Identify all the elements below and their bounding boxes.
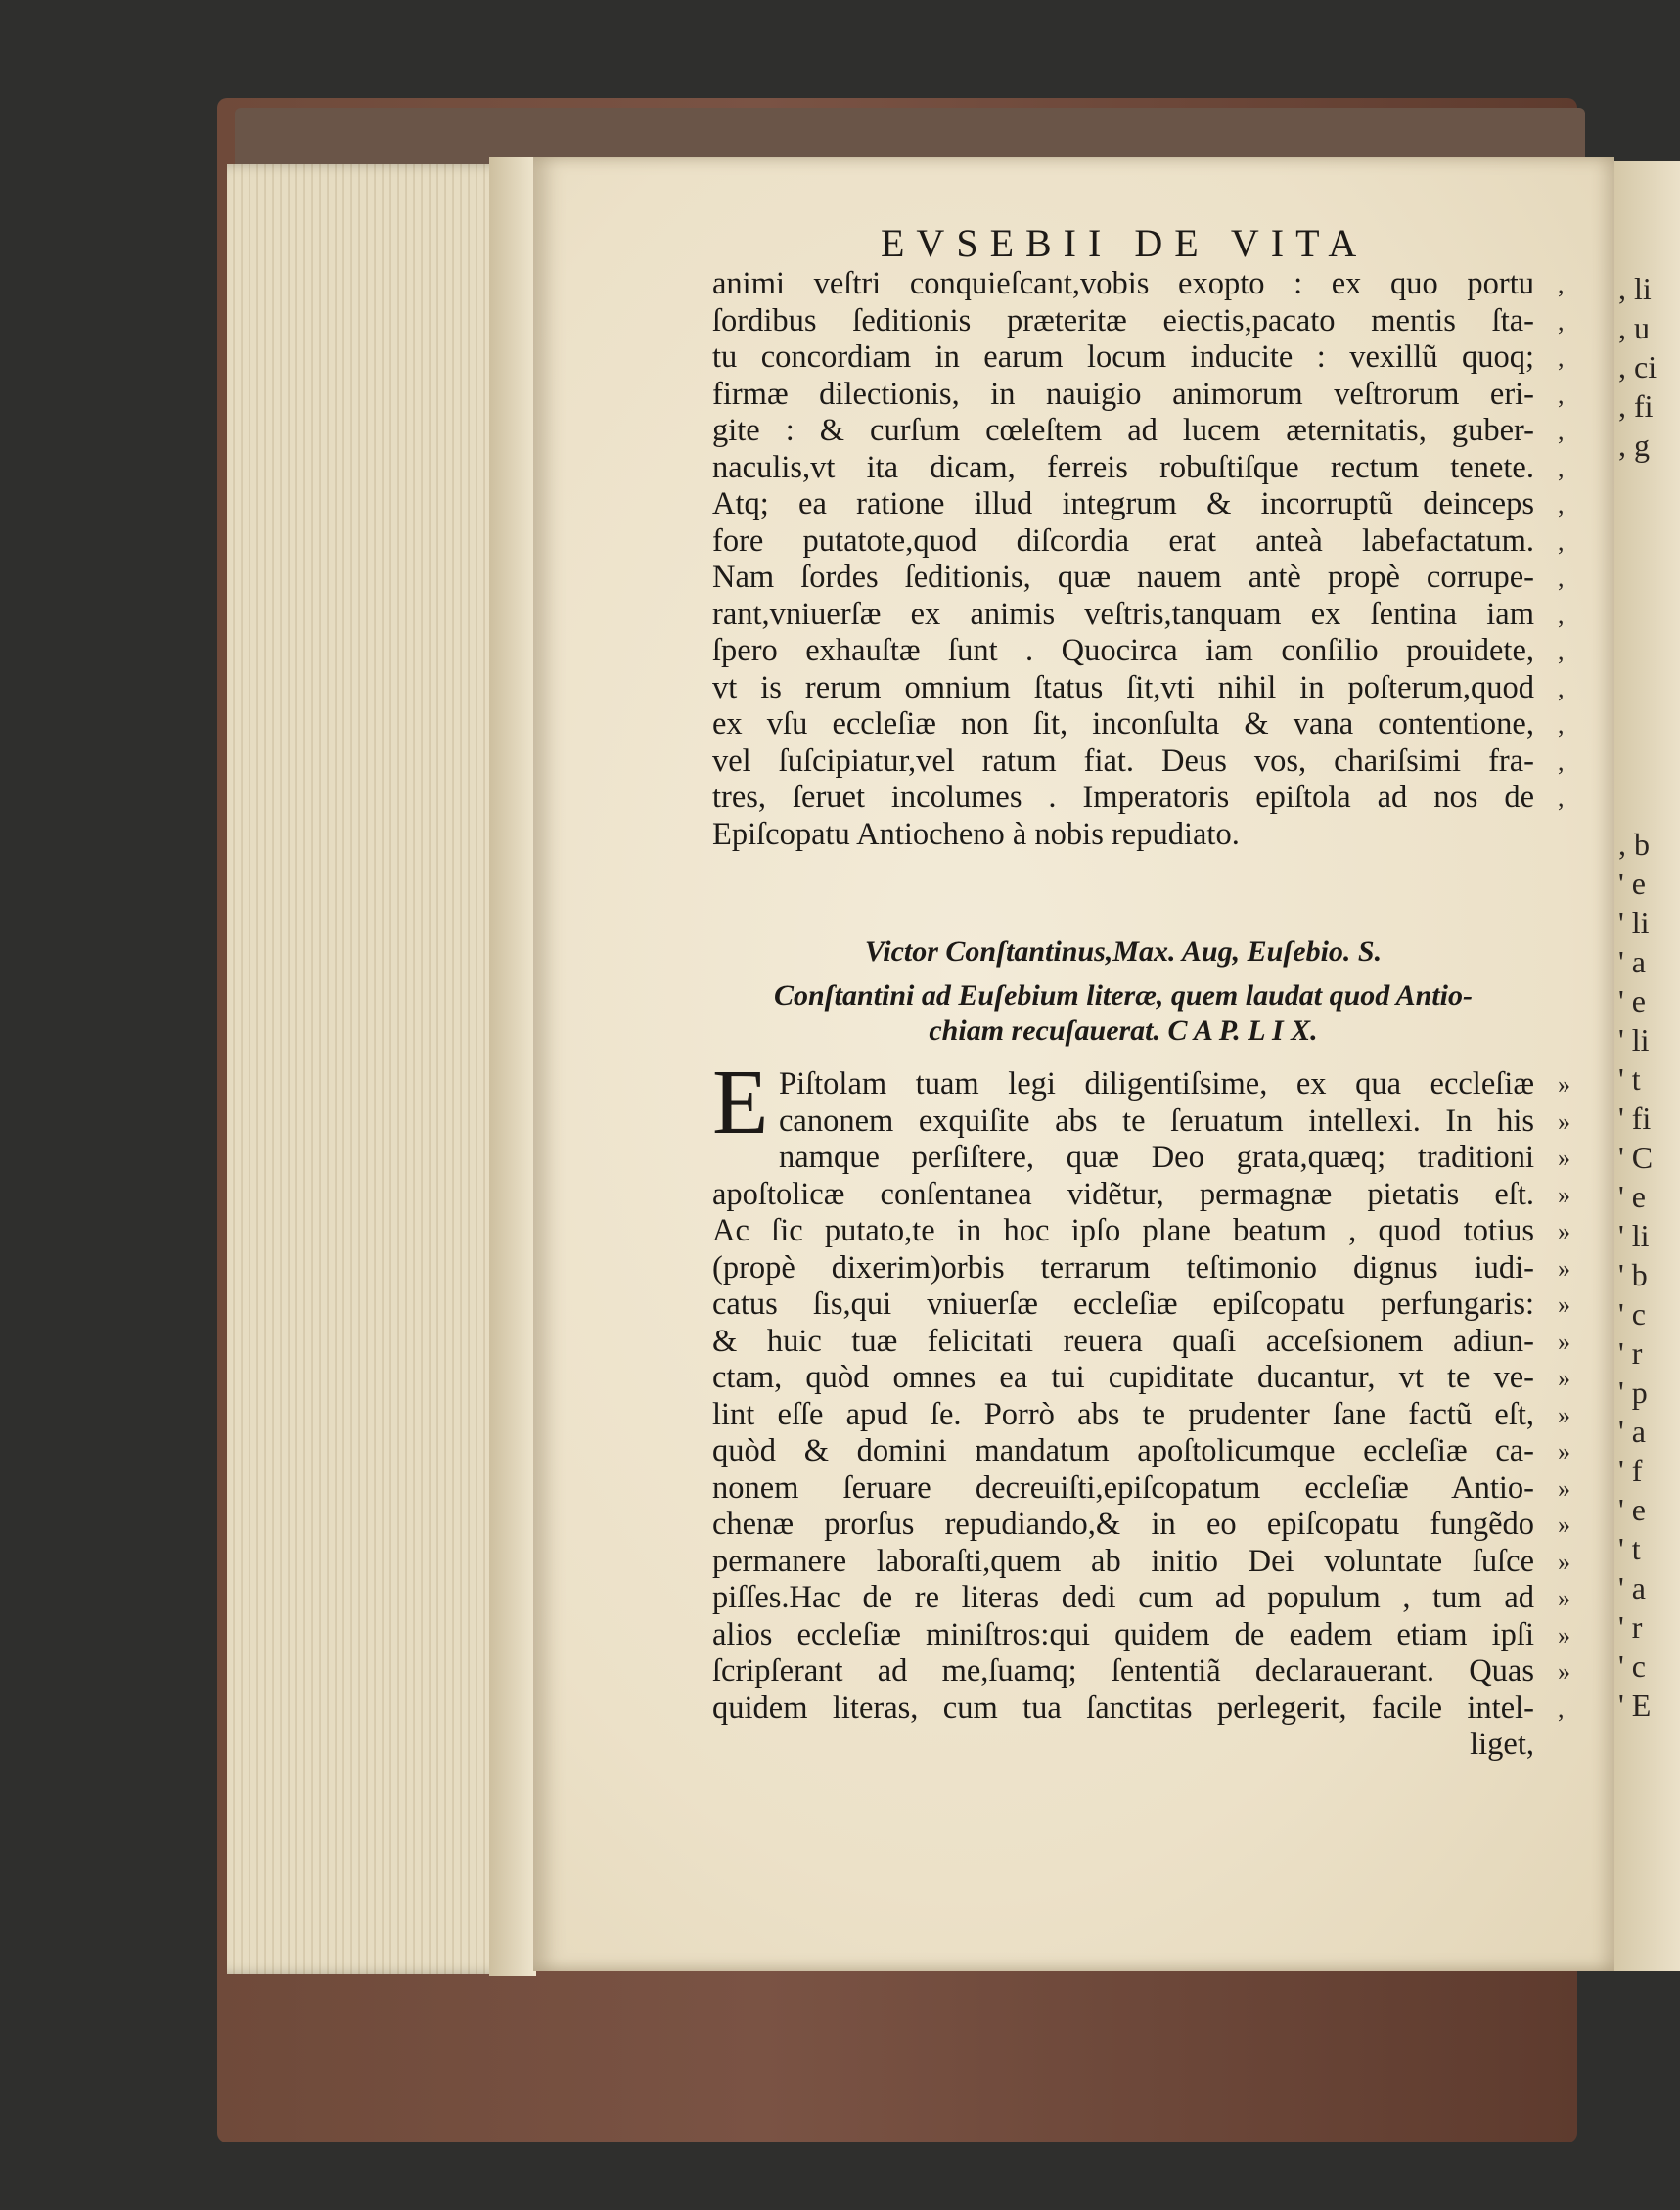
text-line: fore putatote,quod diſcordia erat anteà labefactatum. xyxy=(712,522,1534,559)
margin-mark: » xyxy=(1558,1290,1570,1319)
text-line: Ac ſic putato,te in hoc ipſo plane beatum , quod totius xyxy=(712,1213,1534,1248)
text-line: apoſtolicæ conſentanea vidẽtur, permagnæ pietatis eſt. xyxy=(712,1176,1534,1212)
margin-mark: » xyxy=(1558,1106,1570,1136)
margin-mark: , xyxy=(1558,710,1565,739)
margin-mark: , xyxy=(1558,784,1565,812)
facing-page-text: , fi xyxy=(1618,388,1654,424)
text-line: Epiſcopatu Antiocheno à nobis repudiato. xyxy=(712,816,1240,852)
body-paragraph xyxy=(712,266,1534,853)
facing-page-text: ' e xyxy=(1618,983,1646,1018)
text-line: canonem exquiſite abs te ſeruatum intellexi. In his xyxy=(779,1103,1534,1139)
facing-page-text: ' a xyxy=(1618,944,1646,979)
facing-page-text: ' e xyxy=(1618,1492,1646,1527)
margin-mark: , xyxy=(1558,526,1565,556)
facing-page-text: , ci xyxy=(1618,349,1657,384)
text-line: Atq; ea ratione illud integrum & incorruptũ deinceps xyxy=(712,486,1534,521)
running-head: EVSEBII DE VITA xyxy=(881,221,1369,265)
margin-mark: , xyxy=(1558,380,1565,409)
margin-mark: » xyxy=(1558,1473,1570,1503)
facing-page-text: ' li xyxy=(1618,905,1650,940)
margin-mark: , xyxy=(1558,270,1565,298)
text-line: quòd & domini mandatum apoſtolicumque eccleſiæ ca- xyxy=(712,1433,1534,1468)
facing-page-text: ' r xyxy=(1618,1335,1643,1371)
margin-mark: , xyxy=(1558,600,1565,629)
facing-page-text: , u xyxy=(1618,310,1650,345)
address-line: Victor Conſtantinus,Max. Aug, Euſebio. S. xyxy=(864,935,1383,968)
margin-mark: , xyxy=(1558,306,1565,336)
text-line: namque perſiſtere, quæ Deo grata,quæq; traditioni xyxy=(779,1140,1534,1175)
facing-page-text: ' li xyxy=(1618,1218,1650,1253)
facing-page-text: , li xyxy=(1618,271,1652,306)
margin-mark: » xyxy=(1558,1657,1570,1686)
margin-mark: , xyxy=(1558,1693,1565,1723)
facing-page-text: , g xyxy=(1618,428,1650,463)
margin-mark: » xyxy=(1558,1144,1570,1172)
text-line: ſpero exhauſtæ ſunt . Quocirca iam conſilio prouidete, xyxy=(712,633,1534,668)
facing-page-text: ' f xyxy=(1618,1453,1643,1488)
margin-mark: » xyxy=(1558,1547,1570,1576)
margin-mark: , xyxy=(1558,343,1565,372)
chapter-heading xyxy=(712,978,1534,1049)
letter-lines xyxy=(712,1066,1534,1727)
chapter-heading-line: chiam recuſauerat. C A P. L I X. xyxy=(929,1015,1318,1047)
facing-page-text: ' b xyxy=(1618,1257,1648,1292)
text-line: lint eſſe apud ſe. Porrò abs te prudenter ſane factũ eſt, xyxy=(712,1396,1534,1432)
margin-mark: » xyxy=(1558,1364,1570,1392)
text-line: firmæ dilectionis, in nauigio animorum veſtrorum eri- xyxy=(712,376,1534,412)
text-line: vt is rerum omnium ſtatus ſit,vti nihil in poſterum,quod xyxy=(712,669,1534,705)
text-line: vel ſuſcipiatur,vel ratum fiat. Deus vos, chariſsimi fra- xyxy=(712,743,1534,779)
text-line: & huic tuæ felicitati reuera quaſi acceſsionem adiun- xyxy=(712,1323,1534,1359)
facing-page-text: , b xyxy=(1618,827,1650,862)
page-block-edges xyxy=(227,164,530,1974)
facing-page-text: ' c xyxy=(1618,1648,1646,1684)
text-line: ex vſu eccleſiæ non ſit, inconſulta & vana contentione, xyxy=(712,706,1534,742)
margin-mark: , xyxy=(1558,673,1565,702)
facing-page-text: ' t xyxy=(1618,1531,1641,1566)
facing-page-fragment xyxy=(1614,161,1680,1971)
facing-page-text: ' p xyxy=(1618,1375,1648,1410)
text-line: naculis,vt ita dicam, ferreis robuſtiſque rectum tenete. xyxy=(712,449,1534,485)
margin-mark: » xyxy=(1558,1180,1570,1209)
margin-mark: , xyxy=(1558,417,1565,445)
text-line: animi veſtri conquieſcant,vobis exopto : ex quo portu xyxy=(712,266,1534,301)
text-line: nonem ſeruare decreuiſti,epiſcopatum eccleſiæ Antio- xyxy=(712,1469,1534,1506)
margin-mark: , xyxy=(1558,453,1565,482)
text-line: alios eccleſiæ miniſtros:qui quidem de eadem etiam ipſi xyxy=(712,1616,1534,1652)
facing-page-text: ' a xyxy=(1618,1570,1646,1605)
drop-cap: E xyxy=(712,1052,769,1153)
margin-marks-body xyxy=(1558,266,1565,817)
facing-page-text: ' fi xyxy=(1618,1101,1652,1136)
text-line: ſcripſerant ad me,ſuamq; ſententiã declarauerant. Quas xyxy=(712,1653,1534,1689)
text-line: tres, ſeruet incolumes . Imperatoris epiſtola ad nos de xyxy=(712,780,1534,815)
text-line: rant,vniuerſæ ex animis veſtris,tanquam ex ſentina iam xyxy=(712,596,1534,632)
facing-page-text: ' a xyxy=(1618,1414,1646,1449)
text-line: gite : & curſum cœleſtem ad lucem æternitatis, guber- xyxy=(712,413,1534,448)
facing-page-text: ' e xyxy=(1618,1179,1646,1214)
margin-mark: , xyxy=(1558,746,1565,776)
margin-mark: , xyxy=(1558,564,1565,592)
margin-mark: » xyxy=(1558,1400,1570,1429)
text-line: piſſes.Hac de re literas dedi cum ad populum , tum ad xyxy=(712,1580,1534,1615)
text-line: catus ſis,qui vniuerſæ eccleſiæ epiſcopatu perfungaris: xyxy=(712,1286,1534,1322)
text-line: ctam, quòd omnes ea tui cupiditate ducantur, vt te ve- xyxy=(712,1360,1534,1395)
text-line: tu concordiam in earum locum inducite : vexillũ quoq; xyxy=(712,339,1534,375)
text-line: ſordibus ſeditionis præteritæ eiectis,pacato mentis ſta- xyxy=(712,302,1534,338)
margin-mark: » xyxy=(1558,1327,1570,1356)
margin-marks-letter xyxy=(1558,1066,1570,1727)
facing-page-text: ' e xyxy=(1618,866,1646,901)
page-gutter xyxy=(489,157,536,1976)
margin-mark: » xyxy=(1558,1437,1570,1466)
main-text-block xyxy=(712,266,1534,1762)
chapter-heading-line: Conſtantini ad Euſebium literæ, quem laudat quod Antio- xyxy=(773,979,1474,1012)
catchword: liget, xyxy=(1470,1727,1534,1762)
margin-mark: » xyxy=(1558,1217,1570,1245)
facing-page-text: ' E xyxy=(1618,1688,1652,1723)
facing-page-text: ' c xyxy=(1618,1296,1646,1331)
facing-page-text: ' t xyxy=(1618,1061,1641,1097)
margin-mark: » xyxy=(1558,1584,1570,1612)
text-line: Piſtolam tuam legi diligentiſsime, ex qua eccleſiæ xyxy=(779,1066,1534,1102)
text-line: Nam ſordes ſeditionis, quæ nauem antè propè corrupe- xyxy=(712,560,1534,595)
letter-paragraph xyxy=(712,1052,1534,1764)
facing-page-text: ' r xyxy=(1618,1609,1643,1645)
margin-mark: , xyxy=(1558,637,1565,665)
facing-page-text: ' C xyxy=(1618,1140,1654,1175)
text-line: permanere laboraſti,quem ab initio Dei voluntate ſuſce xyxy=(712,1543,1534,1579)
text-line: chenæ prorſus repudiando,& in eo epiſcopatu fungẽdo xyxy=(712,1507,1534,1542)
margin-mark: » xyxy=(1558,1070,1570,1099)
facing-page-text: ' li xyxy=(1618,1022,1650,1058)
text-line: (propè dixerim)orbis terrarum teſtimonio dignus iudi- xyxy=(712,1249,1534,1285)
text-line: quidem literas, cum tua ſanctitas perlegerit, facile intel- xyxy=(712,1690,1534,1726)
margin-mark: » xyxy=(1558,1511,1570,1539)
margin-mark: , xyxy=(1558,490,1565,519)
margin-mark: » xyxy=(1558,1620,1570,1649)
margin-mark: » xyxy=(1558,1253,1570,1283)
